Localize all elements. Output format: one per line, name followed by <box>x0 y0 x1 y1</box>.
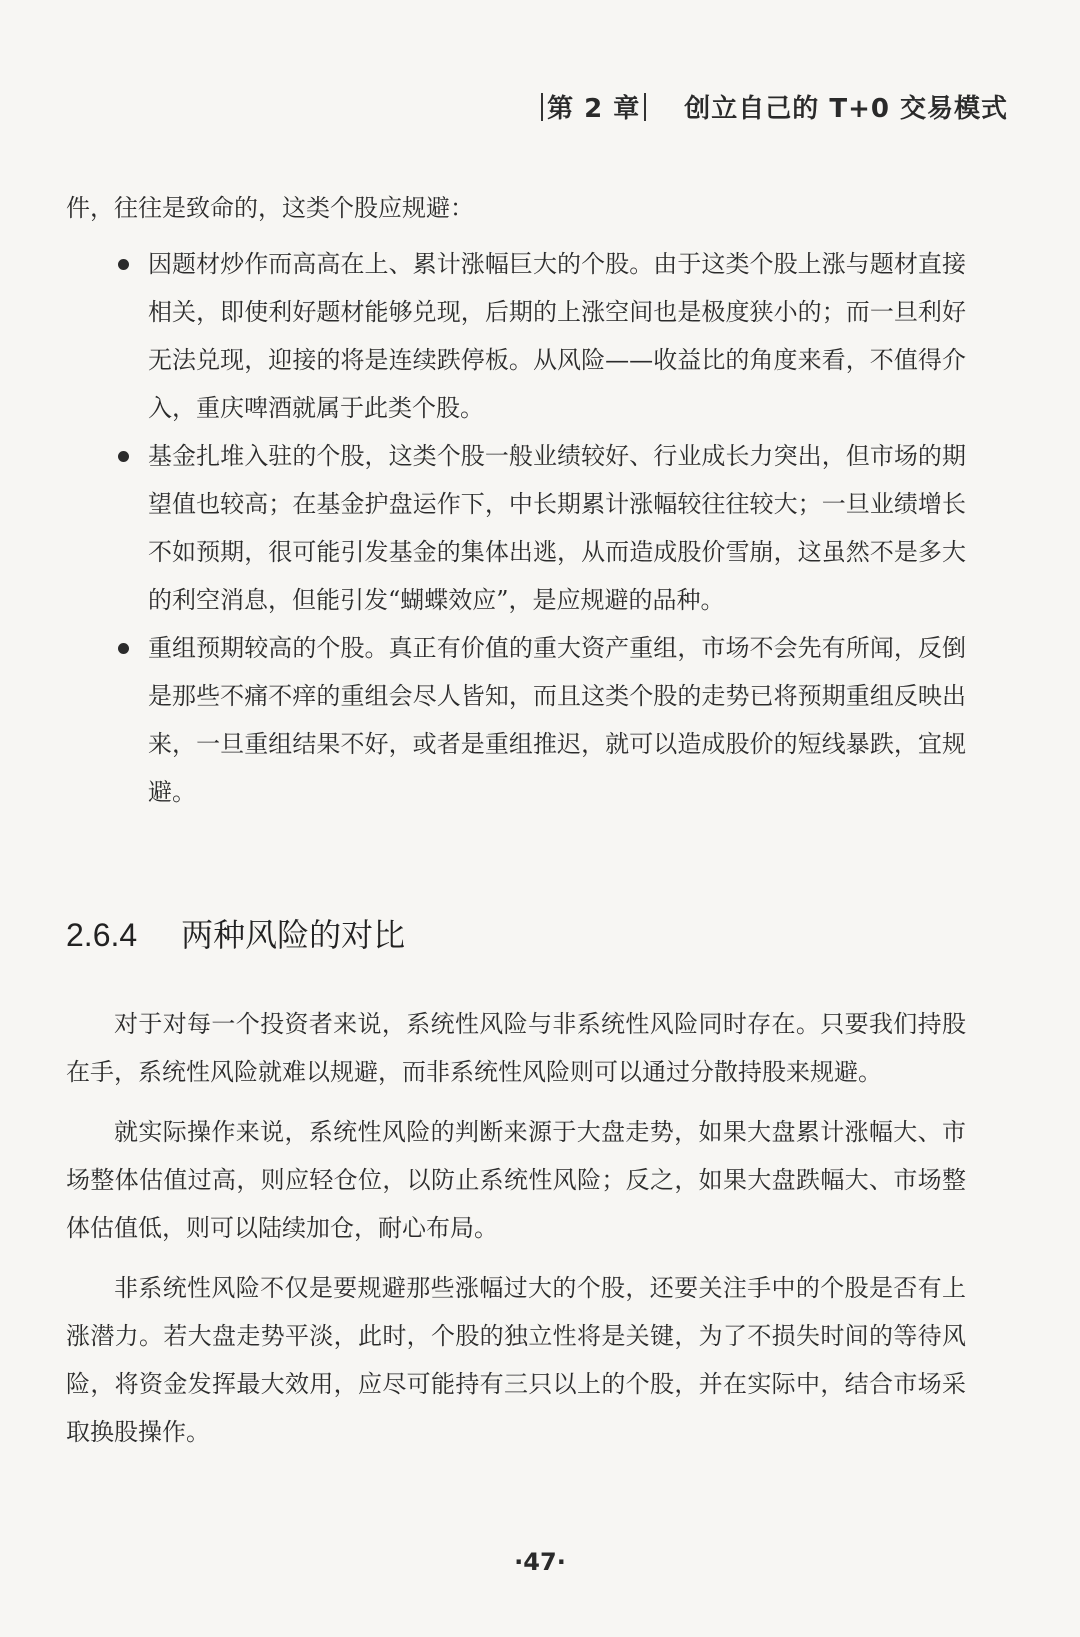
continued-paragraph <box>66 184 966 232</box>
bullet-item <box>66 240 966 432</box>
paragraph: 对于对每一个投资者来说，系统性风险与非系统性风险同时存在。只要我们持股在手，系统性风险就难以规避，而非系统性风险则可以通过分散持股来规避。 <box>66 1010 966 1086</box>
bullet-item <box>66 624 966 816</box>
section-heading <box>66 910 405 956</box>
bullet-text: 因题材炒作而高高在上、累计涨幅巨大的个股。由于这类个股上涨与题材直接相关，即使利好题材能够兑现，后期的上涨空间也是极度狭小的；而一旦利好无法兑现，迎接的将是连续跌停板。从风险——收益比的角度来看，不值得介入，重庆啤酒就属于此类个股。 <box>148 250 966 422</box>
running-header <box>537 88 1008 125</box>
bullet-text: 基金扎堆入驻的个股，这类个股一般业绩较好、行业成长力突出，但市场的期望值也较高；在基金护盘运作下，中长期累计涨幅较往往较大；一旦业绩增长不如预期，很可能引发基金的集体出逃，从而造成股价雪崩，这虽然不是多大的利空消息，但能引发“蝴蝶效应”，是应规避的品种。 <box>148 442 966 614</box>
chapter-title: 创立自己的 T+0 交易模式 <box>684 94 1008 124</box>
intro-line: 件，往往是致命的，这类个股应规避： <box>66 194 474 222</box>
bullet-list <box>66 240 966 816</box>
header-divider-left <box>541 93 543 121</box>
chapter-label: 第 2 章 <box>547 94 641 124</box>
header-divider-right <box>644 93 646 121</box>
bullet-dot-icon <box>118 259 129 270</box>
bullet-text: 重组预期较高的个股。真正有价值的重大资产重组，市场不会先有所闻，反倒是那些不痛不痒的重组会尽人皆知，而且这类个股的走势已将预期重组反映出来，一旦重组结果不好，或者是重组推迟，就可以造成股价的短线暴跌，宜规避。 <box>148 634 966 806</box>
bullet-item <box>66 432 966 624</box>
section-title: 两种风险的对比 <box>181 916 406 954</box>
paragraph: 就实际操作来说，系统性风险的判断来源于大盘走势，如果大盘累计涨幅大、市场整体估值过高，则应轻仓位，以防止系统性风险；反之，如果大盘跌幅大、市场整体估值低，则可以陆续加仓，耐心布局。 <box>66 1118 966 1242</box>
bullet-dot-icon <box>118 451 129 462</box>
paragraph: 非系统性风险不仅是要规避那些涨幅过大的个股，还要关注手中的个股是否有上涨潜力。若大盘走势平淡，此时，个股的独立性将是关键，为了不损失时间的等待风险，将资金发挥最大效用，应尽可能持有三只以上的个股，并在实际中，结合市场采取换股操作。 <box>66 1274 966 1446</box>
page-number: ·47· <box>514 1548 566 1576</box>
section-number: 2.6.4 <box>66 917 138 953</box>
section-body <box>66 1000 966 1468</box>
bullet-dot-icon <box>118 643 129 654</box>
